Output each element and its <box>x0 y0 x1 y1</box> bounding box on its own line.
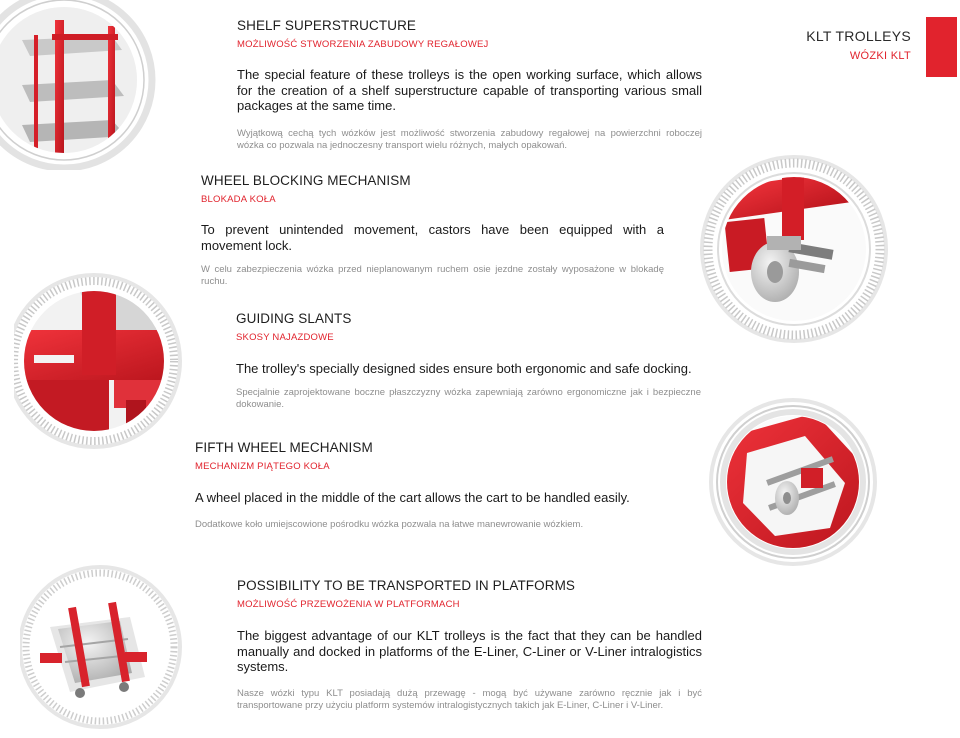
section-text-pl: Dodatkowe koło umiejscowione pośrodku wózka pozwala na łatwe manewrowanie wózkiem. <box>195 518 584 530</box>
section-text-en: The special feature of these trolleys is the open working surface, which allows for the creation of a shelf superstructure capable of transporting various small packages at the same time. <box>237 67 702 113</box>
brand-accent-bar <box>926 17 957 77</box>
section-subtitle: MOŻLIWOŚĆ STWORZENIA ZABUDOWY REGAŁOWEJ <box>237 39 489 50</box>
fifth-wheel-image <box>705 398 881 574</box>
section-title: POSSIBILITY TO BE TRANSPORTED IN PLATFORMS <box>237 578 576 593</box>
section-wheel-blocking <box>201 173 664 288</box>
section-text-pl: Nasze wózki typu KLT posiadają dużą przewagę - mogą być używane zarówno ręcznie jak i być transportowane przy użyciu platform systemów intralogistycznych takich jak E-Liner, C-Liner i V-Liner. <box>237 687 702 711</box>
section-fifth-wheel <box>195 440 665 531</box>
section-text-en: The trolley's specially designed sides ensure both ergonomic and safe docking. <box>236 361 692 376</box>
section-platform-transport <box>237 578 702 712</box>
section-text-pl: Specjalnie zaprojektowane boczne płaszczyzny wózka zapewniają zarówno ergonomiczne jak i bezpieczne dokowanie. <box>236 386 701 410</box>
section-subtitle: MECHANIZM PIĄTEGO KOŁA <box>195 461 330 472</box>
section-subtitle: BLOKADA KOŁA <box>201 194 276 205</box>
section-subtitle: SKOSY NAJAZDOWE <box>236 332 334 343</box>
section-shelf-superstructure <box>237 18 702 152</box>
wheel-blocking-image <box>697 150 897 350</box>
section-title: FIFTH WHEEL MECHANISM <box>195 440 373 455</box>
shelf-superstructure-image <box>0 0 170 170</box>
section-text-en: A wheel placed in the middle of the cart allows the cart to be handled easily. <box>195 490 630 505</box>
brand-header <box>806 28 911 62</box>
section-title: WHEEL BLOCKING MECHANISM <box>201 173 411 188</box>
section-text-pl: Wyjątkową cechą tych wózków jest możliwość stworzenia zabudowy regałowej na powierzchni roboczej wózka co pozwala na jednoczesny transport wielu różnych, małych opakowań. <box>237 127 702 151</box>
brand-subtitle: WÓZKI KLT <box>849 50 911 62</box>
platform-transport-image <box>20 557 196 733</box>
brand-title: KLT TROLLEYS <box>806 28 911 44</box>
guiding-slants-image <box>14 270 196 452</box>
section-text-en: The biggest advantage of our KLT trolleys is the fact that they can be handled manually and docked in platforms of the E-Liner, C-Liner or V-Liner intralogistics systems. <box>237 628 702 674</box>
section-text-pl: W celu zabezpieczenia wózka przed nieplanowanym ruchem osie jezdne zostały wyposażone w blokadę ruchu. <box>201 264 664 287</box>
section-guiding-slants <box>236 311 701 411</box>
section-title: SHELF SUPERSTRUCTURE <box>237 18 417 33</box>
section-subtitle: MOŻLIWOŚĆ PRZEWOŻENIA W PLATFORMACH <box>237 599 460 610</box>
section-text-en: To prevent unintended movement, castors have been equipped with a movement lock. <box>201 222 664 253</box>
section-title: GUIDING SLANTS <box>236 311 352 326</box>
